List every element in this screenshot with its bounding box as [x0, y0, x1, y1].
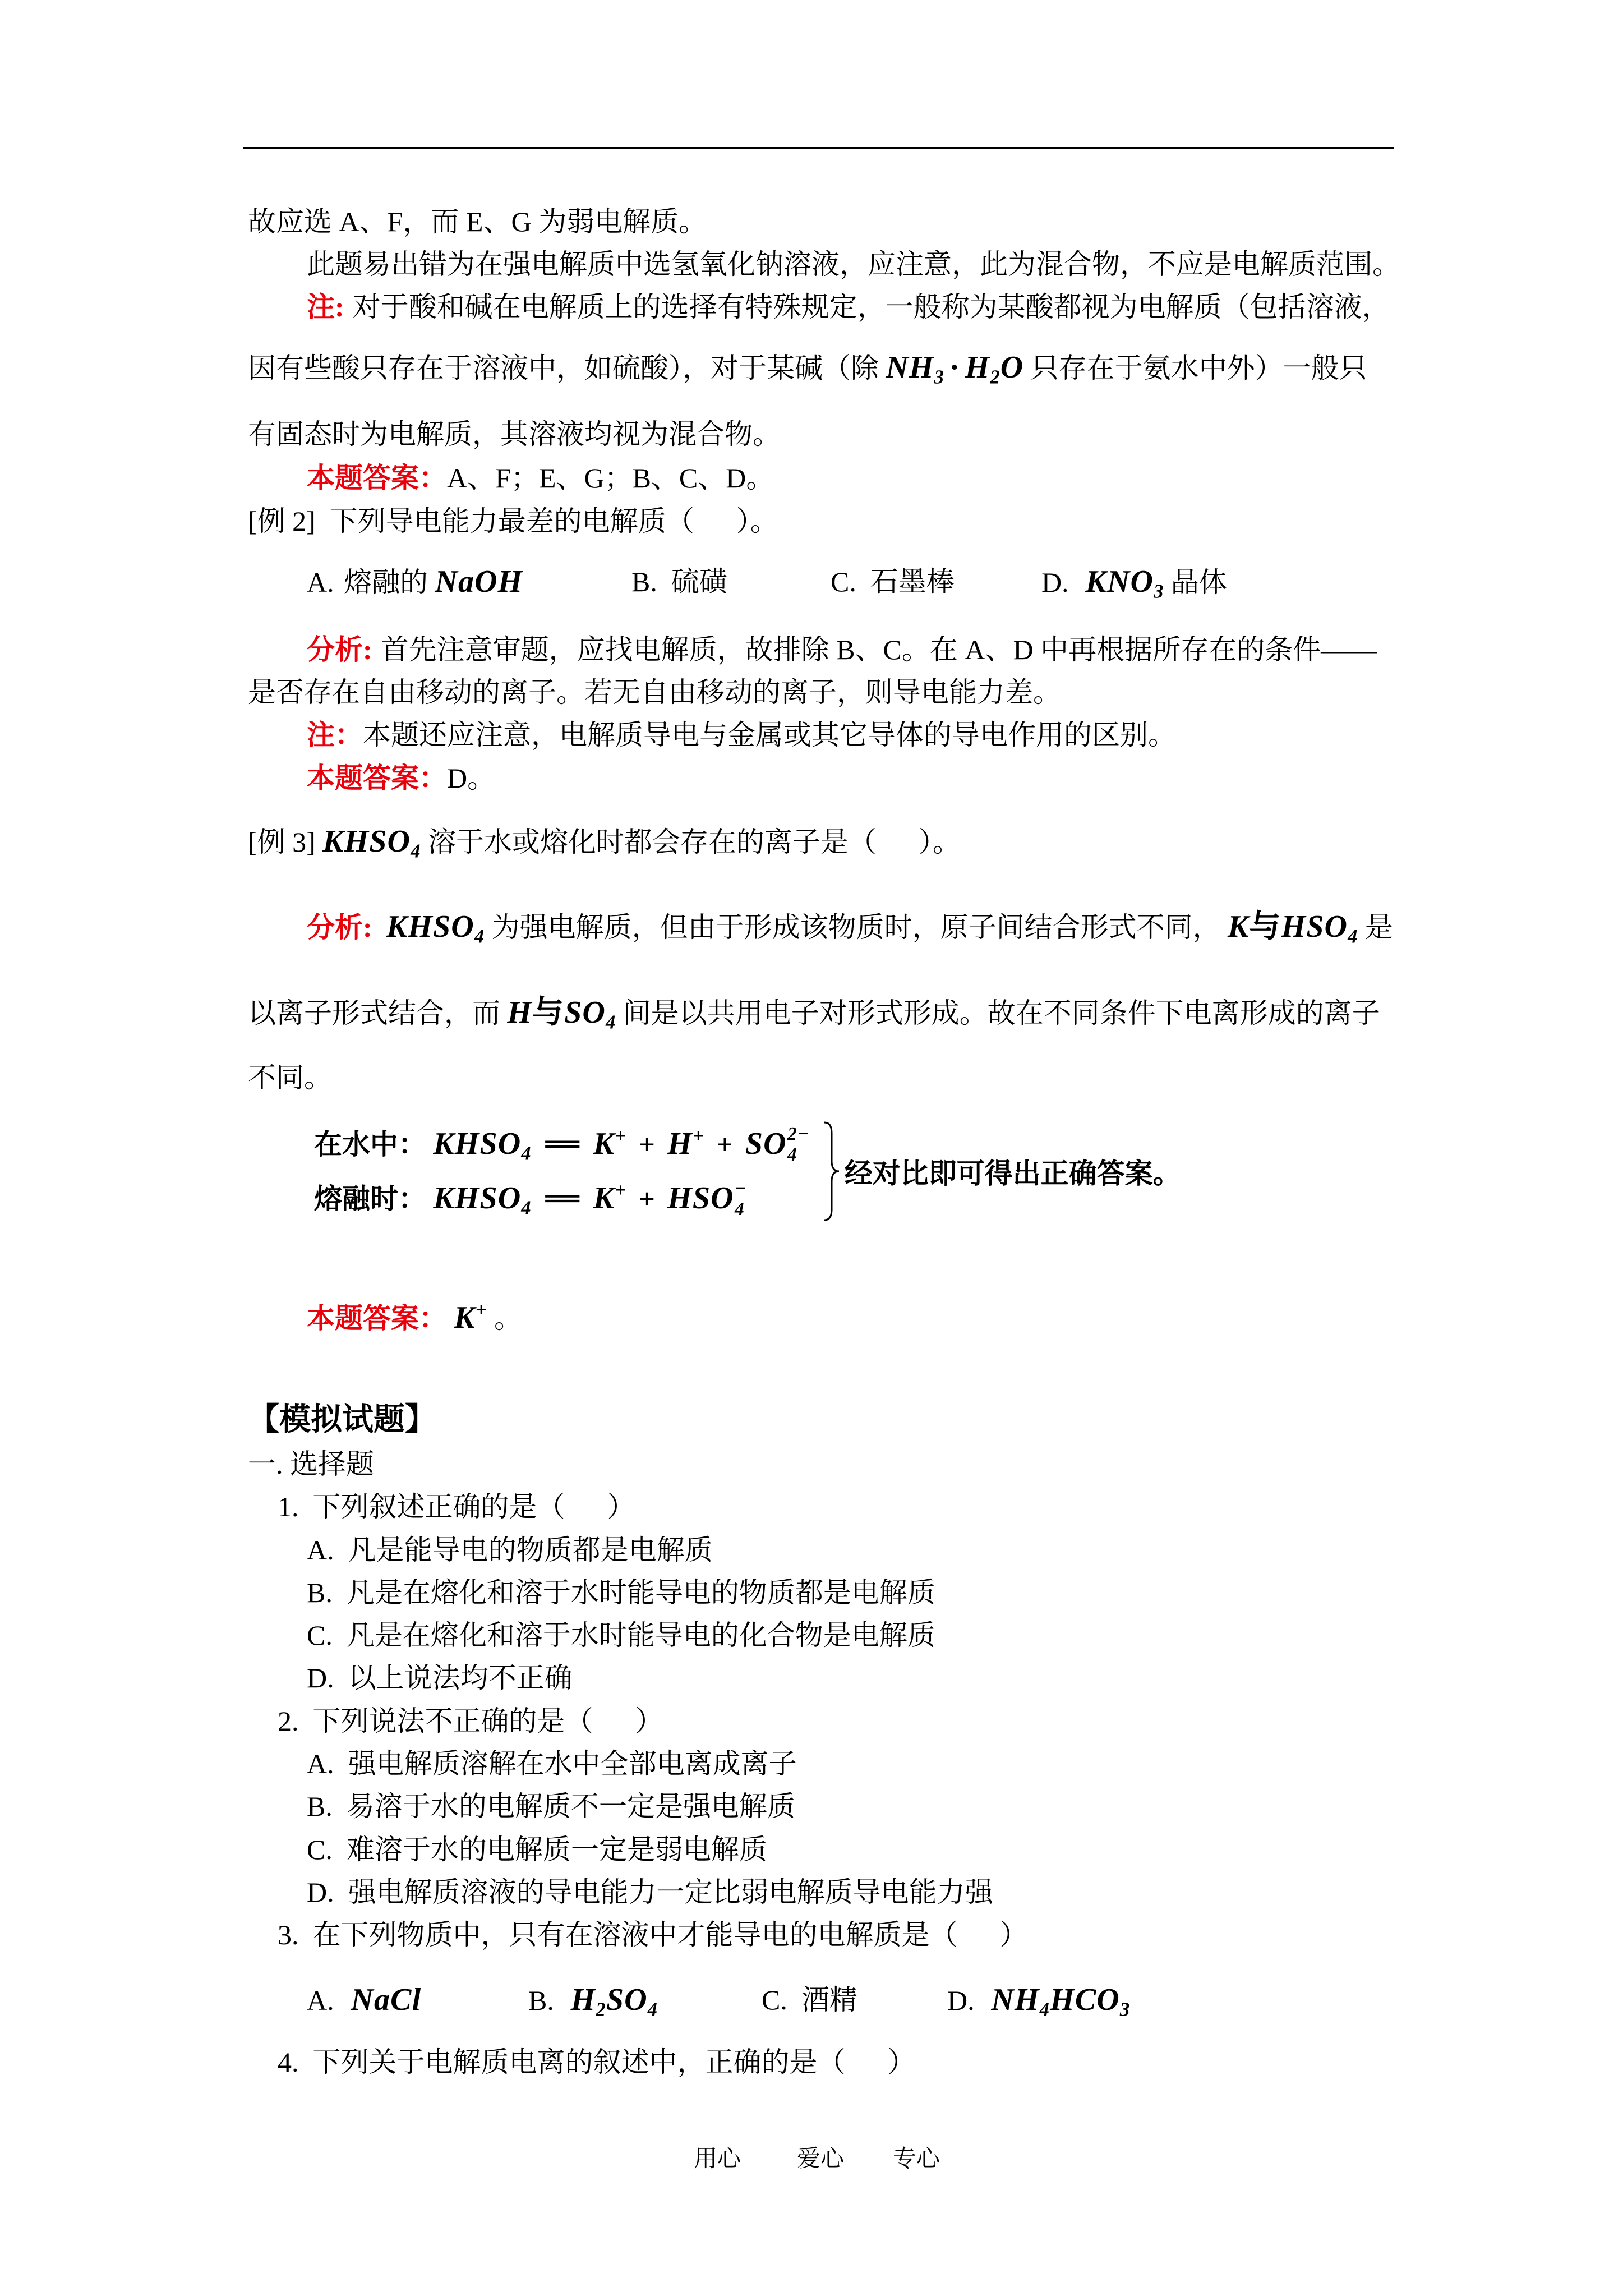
formula-superscript: 2−: [787, 1123, 810, 1144]
example2-analysis-line-2: [248, 675, 1061, 709]
ionization-equations: [314, 1117, 1181, 1226]
answer-label: 本题答案：: [307, 462, 447, 494]
question-2-option-b: [307, 1789, 795, 1823]
equation-in-water: [314, 1117, 817, 1171]
equals-sign: ══: [545, 1182, 579, 1215]
section-title: 【模拟试题】: [248, 1402, 436, 1437]
plus-sign: +: [717, 1129, 733, 1160]
example3-answer: [307, 1301, 522, 1335]
formula-khso4: [433, 1126, 532, 1165]
formula-part: K: [1227, 909, 1249, 944]
formula-part: SO: [564, 995, 606, 1030]
plus-sign: +: [639, 1129, 655, 1160]
example1-note-line-1: [307, 290, 1390, 324]
example2-option-a: [307, 565, 530, 599]
option-label: D.: [1041, 567, 1069, 598]
formula-part: K: [593, 1126, 615, 1161]
example2-analysis-line-1: [307, 633, 1377, 666]
note-text: 因有些酸只存在于溶液中，如硫酸），对于某碱（除: [248, 352, 879, 384]
formula-superscript: +: [615, 1179, 627, 1202]
formula-part: K: [454, 1300, 476, 1335]
formula-conjunction: 与: [1249, 909, 1281, 944]
formula-subscript: 4: [1348, 925, 1358, 947]
option-text: A. 凡是能导电的物质都是电解质: [307, 1534, 713, 1566]
option-label: A.: [307, 1985, 334, 2016]
example1-choice-line: [248, 205, 707, 238]
equation-label: 在水中：: [314, 1129, 426, 1160]
formula-superscript: +: [475, 1299, 487, 1321]
example1-mistake-line: [307, 247, 1400, 281]
formula-part: O: [1000, 350, 1024, 385]
option-text: C. 石墨棒: [831, 566, 955, 597]
equals-sign: ══: [545, 1128, 579, 1161]
paragraph-text: 故应选 A、F，而 E、G 为弱电解质。: [248, 206, 707, 237]
example3-analysis-line-3: [248, 1061, 332, 1094]
formula-hso4-minus: [667, 1177, 747, 1220]
formula-subscript: 4: [474, 925, 485, 947]
formula-k-plus: [593, 1181, 626, 1216]
question-2-option-a: [307, 1747, 797, 1780]
note-label: 注:: [307, 291, 344, 323]
note-text: 对于酸和碱在电解质上的选择有特殊规定，一般称为某酸都视为电解质（包括溶液，: [352, 291, 1390, 323]
formula-part: HCO: [1050, 1982, 1120, 2017]
question-text: 溶于水或熔化时都会存在的离子是（ ）。: [427, 826, 961, 858]
formula-part: NH: [886, 350, 934, 385]
answer-text: D。: [447, 762, 496, 794]
example2-option-c: [831, 565, 955, 599]
question-3-option-b: [528, 1982, 665, 2021]
formula-part: H: [507, 995, 532, 1030]
footer-item-2: 爱心: [797, 2146, 845, 2172]
question-1-option-d: [307, 1661, 573, 1695]
formula-subscript: 3: [934, 366, 945, 388]
example1-note-line-2: [248, 350, 1367, 388]
formula-subscript: 4: [735, 1198, 745, 1220]
formula-subscript: 4: [647, 1998, 658, 2021]
question-3-option-c: [762, 1983, 857, 2017]
example3-analysis-line-2: [248, 995, 1380, 1033]
formula-subscript: 3: [1154, 580, 1164, 602]
option-text: 晶体: [1170, 567, 1227, 598]
question-text: 2. 下列说法不正确的是（ ）: [278, 1705, 663, 1737]
option-text: B. 硫磺: [631, 566, 727, 597]
answer-label: 本题答案：: [307, 1303, 447, 1334]
question-3-stem: [278, 1918, 1028, 1952]
formula-subscript: 4: [1039, 1998, 1050, 2021]
answer-text: 。: [494, 1303, 523, 1334]
formula-kno3: [1085, 564, 1164, 602]
analysis-text: 首先注意审题，应找电解质，故排除 B、C。在 A、D 中再根据所存在的条件——: [380, 634, 1377, 665]
formula-dot: ·: [949, 350, 961, 385]
formula-superscript: +: [615, 1125, 627, 1147]
option-text: D. 以上说法均不正确: [307, 1662, 573, 1694]
example2-title: [248, 504, 778, 538]
paragraph-text: 此题易出错为在强电解质中选氢氧化钠溶液，应注意，此为混合物，不应是电解质范围。: [307, 249, 1400, 280]
equation-molten: [314, 1171, 817, 1226]
note-text: 有固态时为电解质，其溶液均视为混合物。: [248, 418, 781, 450]
formula-subscript: 2: [596, 1998, 606, 2021]
formula-part: KHSO: [433, 1126, 522, 1161]
option-text: C. 酒精: [762, 1984, 857, 2016]
analysis-text: 是: [1364, 912, 1393, 943]
formula-part: H: [965, 350, 990, 385]
equation-label: 熔融时：: [314, 1183, 426, 1214]
example2-option-b: [631, 565, 727, 599]
analysis-text: 是否存在自由移动的离子。若无自由移动的离子，则导电能力差。: [248, 677, 1061, 708]
formula-subscript: 4: [521, 1197, 532, 1219]
formula-nh3-h2o: [886, 350, 1024, 388]
example2-answer: [307, 761, 495, 795]
option-text: 熔融的: [344, 567, 428, 598]
formula-so4-2minus: [745, 1123, 810, 1165]
formula-k-plus: [454, 1300, 487, 1335]
option-text: C. 难溶于水的电解质一定是弱电解质: [307, 1834, 767, 1865]
formula-part: HSO: [667, 1181, 734, 1216]
formula-k-and-hso4: [1227, 909, 1358, 947]
answer-text: A、F；E、G；B、C、D。: [447, 462, 774, 494]
header-rule: [243, 147, 1394, 149]
formula-subscript: 2: [990, 366, 1000, 388]
formula-nh4hco3: [991, 1982, 1131, 2021]
equation-lines: [314, 1117, 817, 1226]
formula-part: KHSO: [322, 824, 411, 859]
formula-naoh: NaOH: [435, 564, 523, 599]
formula-subscript: 4: [411, 840, 421, 862]
option-text: D. 强电解质溶液的导电能力一定比弱电解质导电能力强: [307, 1876, 993, 1908]
equation-conclusion: 经对比即可得出正确答案。: [844, 1158, 1181, 1189]
formula-part: KHSO: [386, 909, 474, 944]
formula-k-plus: [593, 1126, 626, 1161]
formula-khso4: [322, 824, 421, 862]
analysis-text: 不同。: [248, 1062, 332, 1093]
question-1-option-b: [307, 1576, 935, 1609]
question-4-stem: [278, 2045, 916, 2079]
formula-conjunction: 与: [532, 995, 565, 1030]
option-label: A.: [307, 567, 334, 598]
question-1-option-c: [307, 1618, 935, 1652]
question-3-option-d: [947, 1982, 1137, 2021]
formula-subscript: 3: [1119, 1998, 1131, 2021]
example2-note: [307, 718, 1176, 752]
question-text: 1. 下列叙述正确的是（ ）: [278, 1491, 635, 1522]
analysis-text: 以离子形式结合，而: [248, 997, 500, 1029]
answer-label: 本题答案：: [307, 762, 447, 794]
question-text: 3. 在下列物质中，只有在溶液中才能导电的电解质是（ ）: [278, 1919, 1028, 1950]
formula-part: H: [570, 1982, 596, 2017]
formula-subscript: 4: [605, 1011, 616, 1033]
example1-answer: [307, 461, 774, 495]
analysis-text: 为强电解质，但由于形成该物质时，原子间结合形式不同，: [491, 912, 1221, 943]
formula-part: KHSO: [433, 1181, 522, 1216]
formula-part: SO: [606, 1982, 648, 2017]
option-label: D.: [947, 1985, 975, 2016]
section-heading: 一. 选择题: [248, 1448, 374, 1480]
question-1-option-a: [307, 1533, 713, 1567]
analysis-label: 分析:: [307, 634, 372, 665]
formula-part: K: [593, 1181, 615, 1216]
analysis-text: 间是以共用电子对形式形成。故在不同条件下电离形成的离子: [623, 997, 1380, 1029]
option-text: A. 强电解质溶解在水中全部电离成离子: [307, 1748, 797, 1779]
plus-sign: +: [639, 1183, 655, 1214]
formula-h-plus: [667, 1126, 704, 1161]
formula-h-and-so4: [507, 995, 616, 1033]
example3-analysis-line-1: [307, 909, 1393, 947]
formula-khso4: [386, 909, 485, 947]
option-text: B. 易溶于水的电解质不一定是强电解质: [307, 1791, 795, 1822]
question-2-stem: [278, 1704, 663, 1738]
right-brace-icon: [822, 1121, 841, 1222]
formula-subscript: 4: [787, 1144, 797, 1165]
question-1-stem: [278, 1490, 635, 1524]
note-text: 本题还应注意，电解质导电与金属或其它导体的导电作用的区别。: [363, 719, 1176, 751]
formula-part: KNO: [1085, 564, 1154, 599]
note-label: 注：: [307, 719, 363, 751]
question-label: [例 3]: [248, 826, 316, 858]
question-3-option-a: [307, 1983, 428, 2017]
formula-h2so4: [570, 1982, 658, 2021]
mock-test-title: [248, 1402, 436, 1438]
option-text: C. 凡是在熔化和溶于水时能导电的化合物是电解质: [307, 1619, 935, 1651]
formula-part: SO: [745, 1126, 787, 1161]
formula-part: HSO: [1281, 909, 1348, 944]
footer-item-3: 专心: [893, 2146, 940, 2172]
example2-option-d: [1041, 564, 1227, 602]
question-text: 4. 下列关于电解质电离的叙述中，正确的是（ ）: [278, 2046, 916, 2078]
question-2-option-d: [307, 1875, 993, 1909]
formula-superscript: −: [735, 1177, 747, 1199]
question-text: [例 2] 下列导电能力最差的电解质（ ）。: [248, 505, 778, 537]
formula-sub-sup: [735, 1179, 746, 1220]
formula-subscript: 4: [521, 1142, 532, 1165]
formula-superscript: +: [692, 1125, 704, 1147]
note-text: 只存在于氨水中外）一般只: [1030, 352, 1367, 384]
example3-title: [248, 824, 961, 862]
example1-note-line-3: [248, 417, 781, 451]
formula-nacl: NaCl: [351, 1982, 422, 2017]
mock-test-section: [248, 1447, 374, 1481]
formula-sub-sup: [787, 1124, 809, 1166]
formula-khso4: [433, 1181, 532, 1219]
option-label: B.: [528, 1985, 554, 2016]
footer-item-1: 用心: [694, 2146, 741, 2172]
question-2-option-c: [307, 1833, 767, 1866]
analysis-label: 分析:: [307, 912, 372, 943]
option-text: B. 凡是在熔化和溶于水时能导电的物质都是电解质: [307, 1577, 935, 1608]
formula-part: NH: [991, 1982, 1040, 2017]
formula-part: H: [667, 1126, 693, 1161]
